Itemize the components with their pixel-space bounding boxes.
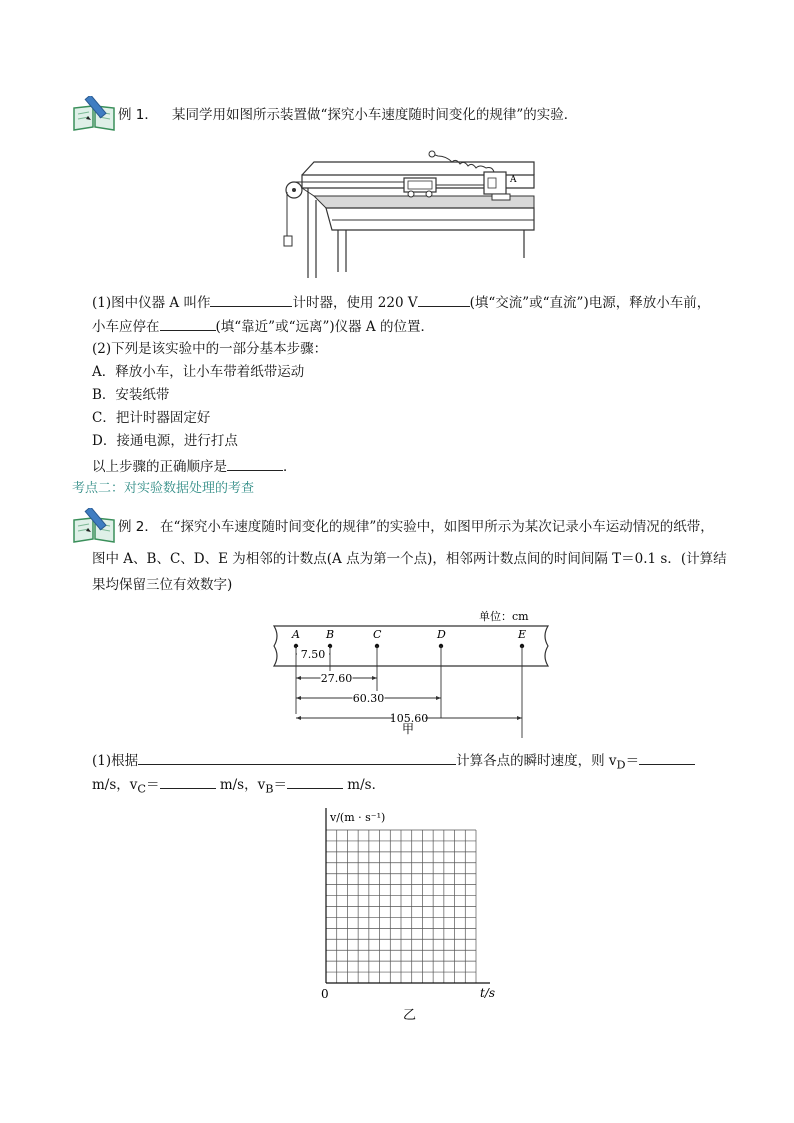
example1-intro: 某同学用如图所示装置做“探究小车速度随时间变化的规律”的实验． bbox=[172, 107, 578, 123]
answer-blank[interactable] bbox=[210, 292, 292, 307]
dimension-arrow bbox=[296, 696, 301, 700]
apparatus-figure bbox=[272, 140, 544, 282]
tape-point-label: D bbox=[437, 628, 446, 641]
book-pencil-icon bbox=[72, 96, 116, 132]
example1-question1-line2: 小车应停在 (填“靠近”或“远离”)仪器 A 的位置． bbox=[92, 316, 434, 336]
example2-line1: 在“探究小车速度随时间变化的规律”的实验中，如图甲所示为某次记录小车运动情况的纸带， bbox=[160, 519, 714, 535]
tape-caption: 甲 bbox=[402, 722, 415, 736]
example2-question1-line2: m/s，$v_C= m/s$，$v_B= m/s$． bbox=[92, 774, 385, 799]
example1-label: 例 1． bbox=[118, 107, 158, 123]
graph-caption: 乙 bbox=[403, 1008, 417, 1023]
dimension-arrow bbox=[296, 716, 301, 720]
dimension-arrow bbox=[296, 676, 301, 680]
example1-question2: (2)下列是该实验中的一部分基本步骤： bbox=[92, 341, 328, 357]
step-a: A．释放小车，让小车带着纸带运动 bbox=[92, 364, 305, 380]
tape-point-label: C bbox=[373, 628, 382, 641]
answer-blank[interactable] bbox=[287, 774, 343, 789]
step-d: D．接通电源，进行打点 bbox=[92, 433, 238, 449]
velocity-time-grid bbox=[312, 800, 512, 1028]
dimension-arrow bbox=[372, 676, 377, 680]
example1-question1-line1: (1)图中仪器 A 叫作 计时器，使用 220 V (填“交流”或“直流”)电源，释放小车前， bbox=[92, 292, 710, 312]
tape-point-label: A bbox=[292, 628, 300, 641]
topic-heading: 考点二：对实验数据处理的考查 bbox=[72, 481, 255, 496]
step-c: C．把计时器固定好 bbox=[92, 410, 211, 426]
answer-blank[interactable] bbox=[639, 750, 695, 765]
instrument-label: A bbox=[510, 175, 517, 185]
order-question: 以上步骤的正确顺序是 ． bbox=[92, 456, 297, 476]
step-b: B．安装纸带 bbox=[92, 387, 170, 403]
distance-label: 60.30 bbox=[352, 692, 385, 705]
example2-question1-line1: (1)根据 计算各点的瞬时速度，则 $v_D=$ bbox=[92, 750, 695, 775]
book-pencil-icon bbox=[72, 508, 116, 544]
origin-label: 0 bbox=[321, 987, 329, 1001]
distance-label: 105.60 bbox=[389, 712, 429, 725]
dimension-arrow bbox=[517, 716, 522, 720]
answer-blank[interactable] bbox=[418, 292, 470, 307]
dimension-arrow bbox=[436, 696, 441, 700]
x-axis-label: t/s bbox=[480, 986, 496, 1000]
example2-line3: 果均保留三位有效数字) bbox=[92, 577, 233, 593]
tape-point-label: E bbox=[518, 628, 527, 641]
distance-label: 27.60 bbox=[320, 672, 353, 685]
distance-label: 7.50 bbox=[300, 648, 326, 661]
y-axis-label: v/(m · s⁻¹) bbox=[330, 811, 386, 824]
example2-label: 例 2． bbox=[118, 519, 158, 535]
answer-blank[interactable] bbox=[227, 456, 283, 471]
answer-blank[interactable] bbox=[160, 774, 216, 789]
example2-line2: 图中 A、B、C、D、E 为相邻的计数点(A 点为第一个点)，相邻两计数点间的时间间隔 T＝0.1 s．(计算结 bbox=[92, 551, 727, 567]
answer-blank[interactable] bbox=[138, 750, 456, 765]
paper-tape-figure bbox=[264, 600, 556, 740]
tape-point-label: B bbox=[326, 628, 335, 641]
unit-label: 单位：cm bbox=[479, 610, 529, 623]
answer-blank[interactable] bbox=[160, 316, 216, 331]
